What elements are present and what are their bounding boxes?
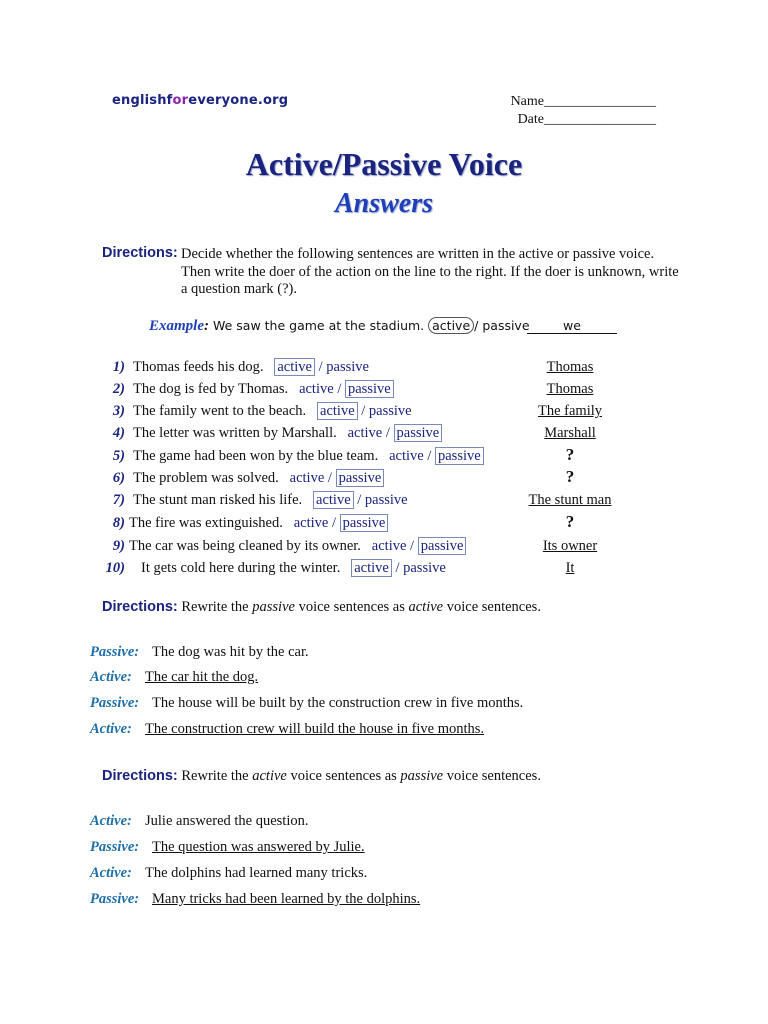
question-row — [141, 560, 446, 577]
directions-1-text: Decide whether the following sentences are written in the active or passive voice. Then write the doer of the action on the line to the right. If the doer is unknown, write a question mark (?). — [181, 246, 679, 297]
choice-active[interactable]: active — [274, 358, 315, 376]
date-line[interactable]: Date________________ — [517, 112, 656, 127]
answer-sentence: The question was answered by Julie. — [152, 839, 365, 855]
choice-separator: / — [314, 359, 327, 375]
question-sentence: The car was being cleaned by its owner. — [129, 538, 361, 554]
question-row — [133, 359, 369, 376]
question-number: 4) — [112, 425, 125, 441]
choice-passive[interactable]: passive — [345, 380, 394, 398]
doer-answer: It — [565, 560, 575, 576]
question-sentence: The stunt man risked his life. — [133, 492, 303, 508]
prompt-sentence: The house will be built by the construction crew in five months. — [152, 695, 524, 711]
choice-separator: / — [391, 560, 404, 576]
choice-separator: / — [406, 538, 418, 554]
answer-sentence: The car hit the dog. — [145, 669, 259, 685]
sentence-label: Passive: — [90, 644, 140, 660]
question-row — [129, 515, 388, 532]
choice-passive[interactable]: passive — [368, 403, 412, 419]
name-line[interactable]: Name________________ — [510, 94, 656, 109]
doer-answer: Thomas — [546, 359, 594, 375]
doer-answer: Its owner — [542, 538, 598, 554]
doer-answer: Marshall — [544, 425, 596, 441]
directions-1-label — [102, 245, 178, 262]
choice-active[interactable]: active — [289, 470, 325, 486]
question-sentence: The fire was extinguished. — [129, 515, 283, 531]
example-answer: we — [527, 318, 617, 334]
choice-separator: / — [382, 425, 394, 441]
choice-active[interactable]: active — [317, 402, 358, 420]
question-row — [133, 492, 408, 509]
question-number: 6) — [112, 470, 125, 486]
directions-label: Directions: — [102, 599, 178, 615]
question-sentence: The game had been won by the blue team. — [133, 448, 379, 464]
choice-active[interactable]: active — [389, 448, 424, 464]
sentence-label: Active: — [90, 865, 132, 881]
choice-passive[interactable]: passive — [364, 492, 408, 508]
question-sentence: The letter was written by Marshall. — [133, 425, 337, 441]
choice-active[interactable]: active — [313, 491, 354, 509]
choice-separator: / — [423, 448, 435, 464]
choice-passive[interactable]: passive — [403, 560, 446, 576]
choice-passive[interactable]: passive — [340, 514, 389, 532]
question-row — [133, 448, 484, 465]
question-number: 7) — [112, 492, 125, 508]
directions-2: Directions: Rewrite the passive voice sentences as active voice sentences. — [102, 599, 541, 615]
choice-active[interactable]: active — [299, 381, 334, 397]
prompt-sentence: Julie answered the question. — [145, 813, 309, 829]
question-number: 10) — [105, 560, 125, 576]
sentence-label: Active: — [90, 721, 132, 737]
choice-active[interactable]: active — [293, 515, 329, 531]
question-sentence: The problem was solved. — [133, 470, 279, 486]
choice-passive[interactable]: passive — [394, 424, 443, 442]
choice-separator: / — [328, 515, 340, 531]
doer-answer: Thomas — [546, 381, 594, 397]
example-sentence: We saw the game at the stadium. — [212, 318, 425, 333]
choice-separator: / — [357, 403, 369, 419]
question-row — [133, 381, 394, 398]
choice-passive[interactable]: passive — [435, 447, 484, 465]
sentence-label: Active: — [90, 669, 132, 685]
doer-answer: ? — [565, 467, 575, 486]
directions-label: Directions: — [102, 245, 178, 261]
choice-passive[interactable]: passive — [326, 359, 369, 375]
choice-passive[interactable]: passive — [418, 537, 467, 555]
doer-answer: ? — [565, 445, 575, 464]
question-number: 5) — [112, 448, 125, 464]
doer-answer: The stunt man — [528, 492, 612, 508]
prompt-sentence: The dog was hit by the car. — [152, 644, 309, 660]
choice-passive[interactable]: passive — [336, 469, 385, 487]
question-row — [133, 470, 384, 487]
page-subtitle: Answers — [334, 188, 434, 219]
sentence-label: Passive: — [90, 891, 140, 907]
question-sentence: The family went to the beach. — [133, 403, 307, 419]
choice-separator: / — [324, 470, 336, 486]
example-label: Example: — [149, 318, 209, 334]
choice-active[interactable]: active — [347, 425, 383, 441]
sentence-label: Passive: — [90, 839, 140, 855]
prompt-sentence: The dolphins had learned many tricks. — [145, 865, 368, 881]
directions-label: Directions: — [102, 768, 178, 784]
question-number: 2) — [112, 381, 125, 397]
choice-separator: / — [333, 381, 345, 397]
question-sentence: The dog is fed by Thomas. — [133, 381, 289, 397]
question-row — [129, 538, 466, 555]
answer-sentence: Many tricks had been learned by the dolphins. — [152, 891, 421, 907]
question-number: 8) — [112, 515, 125, 531]
choice-active[interactable]: active — [371, 538, 407, 554]
directions-3: Directions: Rewrite the active voice sentences as passive voice sentences. — [102, 768, 541, 784]
question-sentence: Thomas feeds his dog. — [133, 359, 264, 375]
question-row — [133, 425, 442, 442]
example-choice-active[interactable]: active — [428, 317, 474, 334]
example-slash: / — [474, 318, 479, 333]
logo-text-3: everyone.org — [188, 93, 289, 108]
sentence-label: Active: — [90, 813, 132, 829]
question-sentence: It gets cold here during the winter. — [141, 560, 341, 576]
choice-active[interactable]: active — [351, 559, 392, 577]
doer-answer: ? — [565, 512, 575, 531]
name-date-block — [496, 93, 656, 129]
example-choice-passive[interactable]: passive — [482, 318, 530, 333]
question-number: 3) — [112, 403, 125, 419]
question-number: 1) — [112, 359, 125, 375]
page-title: Active/Passive Voice — [245, 146, 523, 182]
example-line — [149, 318, 530, 335]
sentence-label: Passive: — [90, 695, 140, 711]
choice-separator: / — [353, 492, 365, 508]
doer-answer: The family — [537, 403, 603, 419]
question-row — [133, 403, 412, 420]
logo-text-2: or — [172, 93, 189, 108]
logo-text-1: englishf — [112, 93, 173, 108]
site-logo — [112, 93, 288, 108]
question-number: 9) — [112, 538, 125, 554]
answer-sentence: The construction crew will build the house in five months. — [145, 721, 485, 737]
